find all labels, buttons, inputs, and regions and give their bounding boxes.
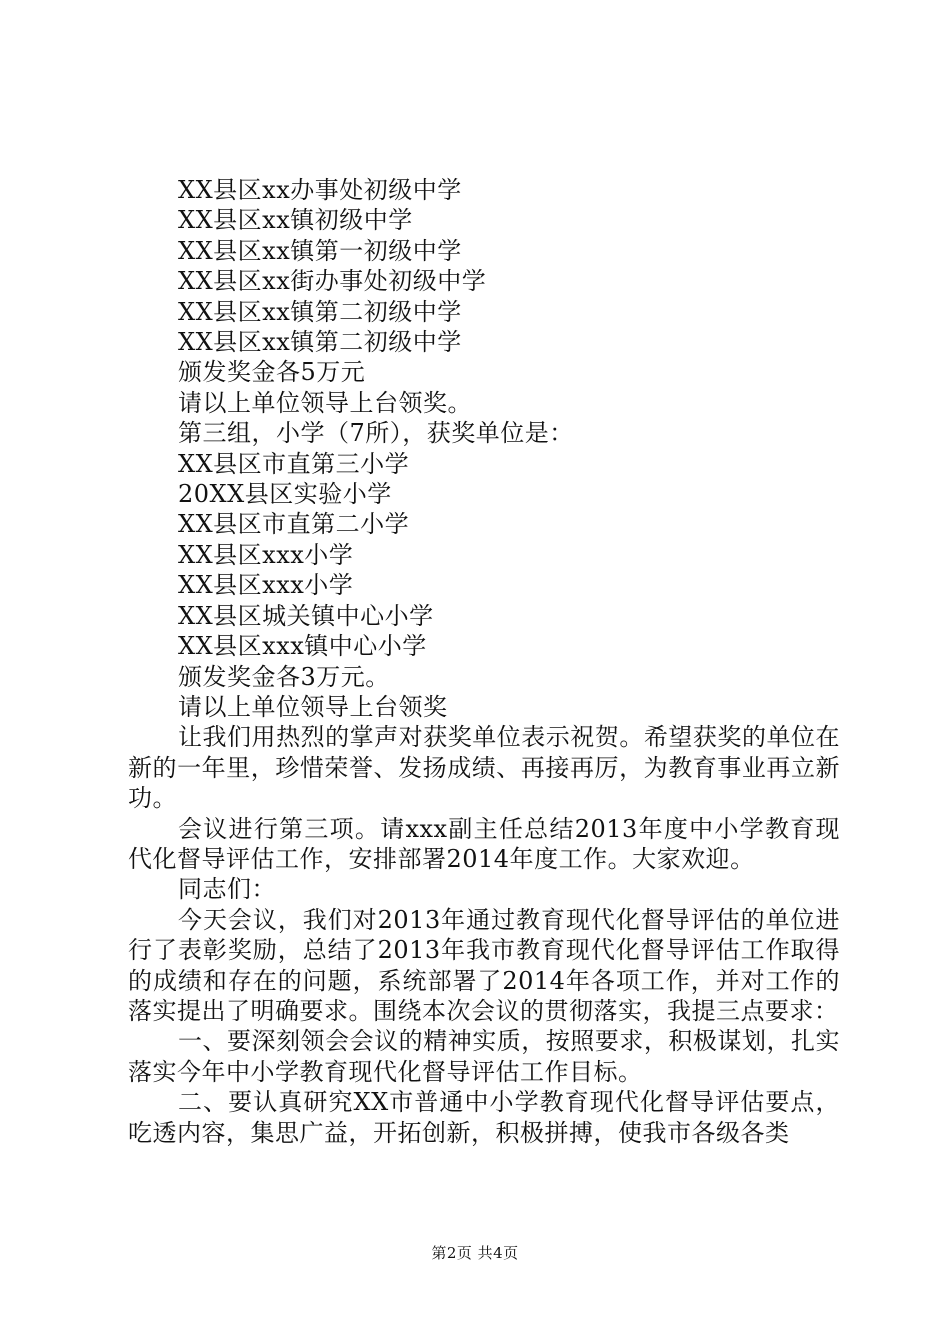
list-line-16: XX县区xxx镇中心小学	[178, 632, 427, 661]
paragraph-3: 同志们：	[178, 875, 276, 904]
paragraph-1: 让我们用热烈的掌声对获奖单位表示祝贺。希望获奖的单位在新的一年里，珍惜荣誉、发扬成绩、再接再厉，为教育事业再立新功。	[128, 723, 840, 813]
list-line-11: 20XX县区实验小学	[178, 480, 392, 509]
list-line-1: XX县区xx办事处初级中学	[178, 176, 462, 204]
paragraph-5: 一、要深刻领会会议的精神实质，按照要求，积极谋划，扎实落实今年中小学教育现代化督导评估工作目标。	[128, 1027, 840, 1086]
list-line-6: XX县区xx镇第二初级中学	[178, 328, 462, 357]
list-line-7: 颁发奖金各5万元	[178, 358, 366, 387]
page-footer	[0, 1242, 950, 1263]
paragraph-4: 今天会议，我们对2013年通过教育现代化督导评估的单位进行了表彰奖励，总结了2013年我市教育现代化督导评估工作取得的成绩和存在的问题，系统部署了2014年各项工作，并对工作的落实提出了明确要求。围绕本次会议的贯彻落实，我提三点要求：	[128, 905, 840, 1025]
list-line-14: XX县区xxx小学	[178, 571, 354, 600]
list-line-8: 请以上单位领导上台领奖。	[178, 388, 472, 417]
list-line-18: 请以上单位领导上台领奖	[178, 692, 448, 721]
list-line-13: XX县区xxx小学	[178, 540, 354, 569]
list-line-15: XX县区城关镇中心小学	[178, 601, 434, 630]
list-line-12: XX县区市直第二小学	[178, 510, 410, 539]
list-line-9: 第三组，小学（7所），获奖单位是：	[178, 419, 574, 448]
document-body	[128, 175, 840, 1148]
paragraph-6: 二、要认真研究XX市普通中小学教育现代化督导评估要点，吃透内容，集思广益，开拓创新，积极拼搏，使我市各级各类	[128, 1088, 840, 1147]
list-line-4: XX县区xx街办事处初级中学	[178, 267, 487, 296]
list-line-2: XX县区xx镇初级中学	[178, 206, 413, 235]
list-line-5: XX县区xx镇第二初级中学	[178, 297, 462, 326]
page-number: 第2页 共4页	[431, 1244, 519, 1262]
list-line-3: XX县区xx镇第一初级中学	[178, 236, 462, 265]
paragraph-2: 会议进行第三项。请xxx副主任总结2013年度中小学教育现代化督导评估工作，安排部署2014年度工作。大家欢迎。	[128, 814, 840, 873]
list-line-17: 颁发奖金各3万元。	[178, 662, 390, 691]
list-line-10: XX县区市直第三小学	[178, 449, 410, 478]
